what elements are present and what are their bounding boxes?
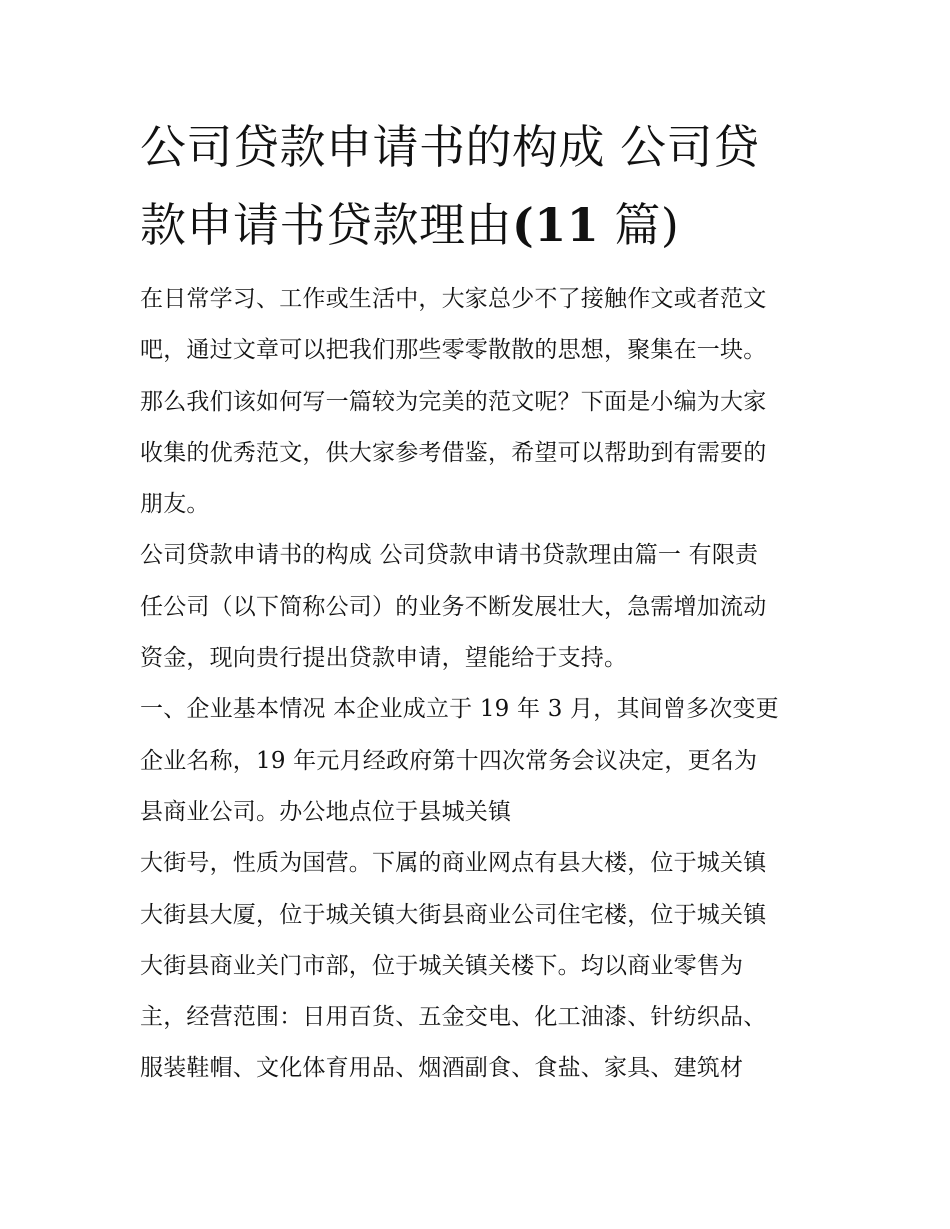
document-page xyxy=(140,108,830,1095)
body-line: 任公司（以下简称公司）的业务不断发展壮大，急需增加流动 xyxy=(140,593,767,620)
title-line-1: 公司贷款申请书的构成 公司贷 xyxy=(140,120,760,174)
body-line: 朋友。 xyxy=(140,491,210,518)
body-line: 县商业公司。办公地点位于县城关镇 xyxy=(140,798,512,825)
document-title xyxy=(140,108,830,264)
body-line: 主，经营范围：日用百货、五金交电、化工油漆、针纺织品、 xyxy=(140,1004,767,1031)
title-suffix: 篇) xyxy=(599,198,680,252)
body-line: 大街县大厦，位于城关镇大街县商业公司住宅楼，位于城关镇 xyxy=(140,901,767,928)
body-line: 企业名称，19 年元月经政府第十四次常务会议决定，更名为 xyxy=(140,747,758,774)
body-line: 服装鞋帽、文化体育用品、烟酒副食、食盐、家具、建筑材 xyxy=(140,1055,744,1082)
title-line-2: 款申请书贷款理由 xyxy=(140,198,512,252)
body-line: 一、企业基本情况 本企业成立于 19 年 3 月，其间曾多次变更 xyxy=(140,696,779,723)
body-line: 大街号，性质为国营。下属的商业网点有县大楼，位于城关镇 xyxy=(140,850,767,877)
document-body xyxy=(140,274,830,1095)
body-line: 那么我们该如何写一篇较为完美的范文呢？下面是小编为大家 xyxy=(140,388,767,415)
body-line: 在日常学习、工作或生活中，大家总少不了接触作文或者范文 xyxy=(140,286,767,312)
body-line: 吧，通过文章可以把我们那些零零散散的思想，聚集在一块。 xyxy=(140,337,767,364)
body-line: 收集的优秀范文，供大家参考借鉴，希望可以帮助到有需要的 xyxy=(140,439,767,466)
body-line: 资金，现向贵行提出贷款申请，望能给于支持。 xyxy=(140,645,628,672)
body-line: 公司贷款申请书的构成 公司贷款申请书贷款理由篇一 有限责 xyxy=(140,542,759,569)
body-line: 大街县商业关门市部，位于城关镇关楼下。均以商业零售为 xyxy=(140,952,744,979)
title-count: (11 xyxy=(512,198,600,252)
